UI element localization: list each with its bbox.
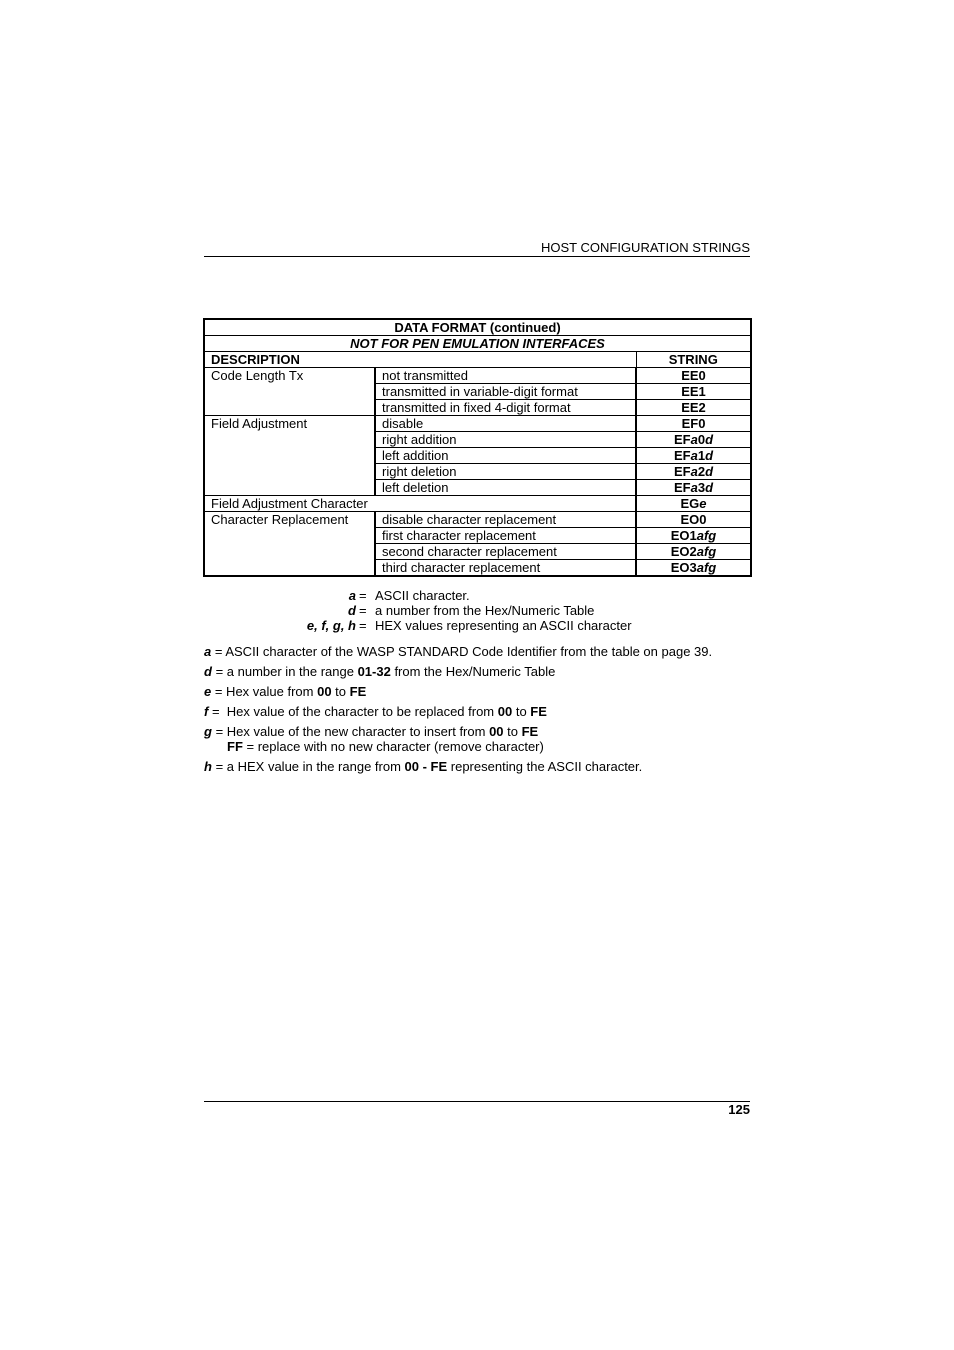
note-d: d = a number in the range 01-32 from the Hex/Numeric Table (204, 664, 556, 679)
row-string: EFa1d (636, 448, 751, 464)
note-e: e = Hex value from 00 to FE (204, 684, 367, 699)
row-option: left addition (375, 448, 636, 464)
note-h: h = a HEX value in the range from 00 - FE representing the ASCII character. (204, 759, 643, 774)
legend-item: e, f, g, h = HEX values representing an ASCII character (230, 618, 710, 633)
row-option: not transmitted (375, 368, 636, 384)
note-g: g = Hex value of the new character to insert from 00 to FE FF = replace with no new character (remove character) (204, 724, 544, 754)
row-string: EO2afg (636, 544, 751, 560)
variable-legend (230, 588, 710, 633)
row-option: disable (375, 416, 636, 432)
row-string: EE0 (636, 368, 751, 384)
row-option: third character replacement (375, 560, 636, 577)
row-string: EO3afg (636, 560, 751, 577)
row-string: EFa0d (636, 432, 751, 448)
row-option: second character replacement (375, 544, 636, 560)
row-option: transmitted in variable-digit format (375, 384, 636, 400)
table-row (204, 368, 751, 384)
legend-value: HEX values representing an ASCII character (375, 618, 632, 633)
legend-item: d = a number from the Hex/Numeric Table (230, 603, 710, 618)
row-string: EF0 (636, 416, 751, 432)
table-title: DATA FORMAT (continued) (204, 319, 751, 336)
row-option: left deletion (375, 480, 636, 496)
row-option: disable character replacement (375, 512, 636, 528)
column-header-string: STRING (636, 352, 751, 368)
table-subtitle: NOT FOR PEN EMULATION INTERFACES (204, 336, 751, 352)
row-string: EGe (636, 496, 751, 512)
legend-item: a = ASCII character. (230, 588, 710, 603)
row-description: Field Adjustment (204, 416, 375, 496)
legend-key: d (348, 603, 356, 618)
row-description: Character Replacement (204, 512, 375, 577)
row-description: Code Length Tx (204, 368, 375, 416)
table-row (204, 496, 751, 512)
data-format-table (203, 318, 752, 577)
row-string: EFa3d (636, 480, 751, 496)
parameter-notes (204, 644, 750, 779)
row-description: Field Adjustment Character (204, 496, 636, 512)
row-option: transmitted in fixed 4-digit format (375, 400, 636, 416)
row-string: EFa2d (636, 464, 751, 480)
note-a: a = ASCII character of the WASP STANDARD Code Identifier from the table on page 39. (204, 644, 713, 659)
legend-key: e, f, g, h (306, 618, 356, 633)
column-header-description: DESCRIPTION (204, 352, 636, 368)
legend-value: ASCII character. (375, 588, 470, 603)
row-option: right deletion (375, 464, 636, 480)
row-option: first character replacement (375, 528, 636, 544)
note-f: f = Hex value of the character to be replaced from 00 to FE (204, 704, 547, 719)
legend-key: a (348, 588, 356, 603)
row-string: EE2 (636, 400, 751, 416)
running-header: HOST CONFIGURATION STRINGS (541, 240, 750, 255)
table-row (204, 416, 751, 432)
row-option: right addition (375, 432, 636, 448)
row-string: EO1afg (636, 528, 751, 544)
row-string: EE1 (636, 384, 751, 400)
page-number: 125 (728, 1102, 750, 1117)
table-row (204, 512, 751, 528)
legend-value: a number from the Hex/Numeric Table (375, 603, 595, 618)
header-divider (204, 256, 750, 257)
row-string: EO0 (636, 512, 751, 528)
